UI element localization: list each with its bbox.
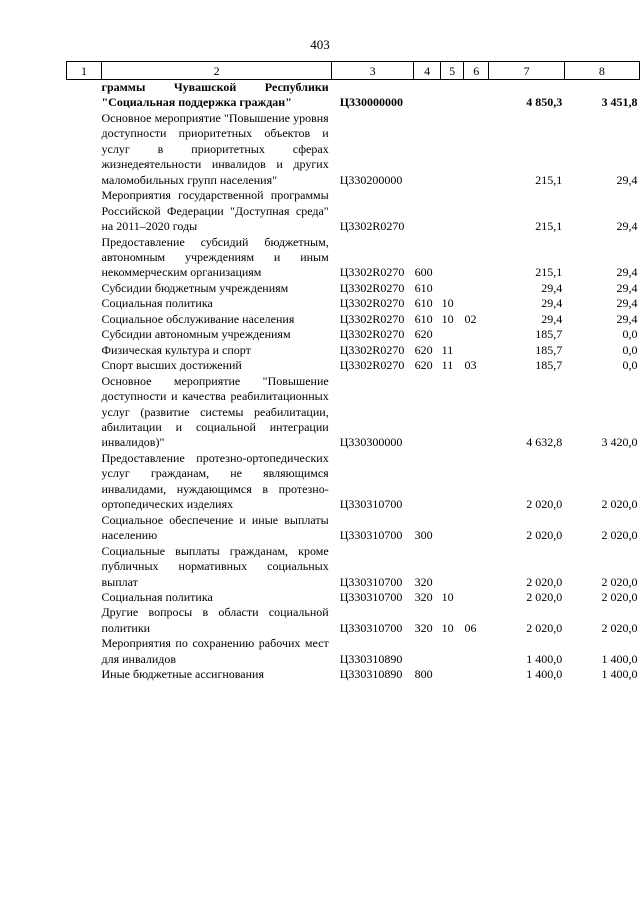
- row-amount-1: 185,7: [535, 342, 563, 357]
- row-section: [441, 636, 464, 667]
- row-section: [441, 111, 464, 188]
- row-section: [441, 513, 464, 544]
- row-amount-1: 1 400,0: [526, 651, 563, 666]
- row-subsection: [464, 188, 489, 234]
- row-code: Ц330310700: [339, 589, 403, 604]
- row-code: Ц3302R0270: [339, 219, 405, 234]
- row-amount-2: 29,4: [616, 265, 638, 280]
- row-name: Физическая культура и спорт: [101, 342, 251, 357]
- row-section: 10: [441, 620, 454, 635]
- row-name: Основное мероприятие "Повышение доступности и качества реабилитационных услуг (развитие системы реабилитации, абилитации и социальной интеграции инвалидов)": [101, 373, 329, 450]
- row-subsection: [464, 544, 489, 590]
- row-amount-1: 2 020,0: [526, 528, 563, 543]
- row-subsection: [464, 636, 489, 667]
- row-expense-type: 620: [414, 342, 433, 357]
- row-expense-type: 610: [414, 280, 433, 295]
- header-col-3: 3: [332, 62, 414, 80]
- row-name: Социальная политика: [101, 589, 213, 604]
- row-expense-type: 300: [414, 528, 433, 543]
- row-subsection: [464, 327, 489, 342]
- row-amount-2: 2 020,0: [601, 620, 638, 635]
- row-subsection: [464, 590, 489, 605]
- row-name: Социальное обеспечение и иные выплаты населению: [101, 512, 329, 543]
- row-expense-type: [414, 636, 441, 667]
- row-subsection: [464, 281, 489, 296]
- row-amount-2: 3 451,8: [601, 95, 638, 110]
- row-amount-2: 0,0: [622, 327, 638, 342]
- row-amount-2: 2 020,0: [601, 589, 638, 604]
- row-section: [441, 281, 464, 296]
- header-col-1: 1: [67, 62, 102, 80]
- row-section: [441, 327, 464, 342]
- row-subsection: [464, 343, 489, 358]
- row-section: [441, 451, 464, 513]
- table-row: [67, 343, 640, 358]
- row-subsection: 06: [464, 620, 477, 635]
- row-expense-type: 610: [414, 296, 433, 311]
- row-expense-type: [414, 374, 441, 451]
- row-subsection: [464, 667, 489, 682]
- row-name: граммы Чувашской Республики "Социальная поддержка граждан": [101, 80, 329, 110]
- row-name: Другие вопросы в области социальной политики: [101, 605, 329, 635]
- row-amount-1: 2 020,0: [526, 620, 563, 635]
- row-expense-type: 620: [414, 358, 433, 373]
- row-subsection: [464, 296, 489, 311]
- row-name: Социальное обслуживание населения: [101, 311, 295, 326]
- row-name: Социальная политика: [101, 296, 213, 311]
- row-amount-1: 1 400,0: [526, 667, 563, 682]
- row-amount-1: 29,4: [541, 296, 563, 311]
- row-amount-1: 2 020,0: [526, 574, 563, 589]
- row-subsection: 02: [464, 311, 477, 326]
- row-expense-type: [414, 451, 441, 513]
- row-amount-2: 2 020,0: [601, 528, 638, 543]
- row-subsection: [464, 513, 489, 544]
- table-row: [67, 80, 640, 111]
- table-row: [67, 358, 640, 373]
- row-name: Мероприятия государственной программы Российской Федерации "Доступная среда" на 2011–2020 годы: [101, 188, 329, 234]
- row-expense-type: 320: [414, 574, 433, 589]
- row-section: 10: [441, 296, 454, 311]
- row-code: Ц330310700: [339, 620, 403, 635]
- row-subsection: [464, 374, 489, 451]
- table-row: [67, 281, 640, 296]
- row-name: Спорт высших достижений: [101, 358, 242, 373]
- row-amount-2: 3 420,0: [601, 435, 638, 450]
- row-amount-1: 215,1: [535, 172, 563, 187]
- row-amount-1: 2 020,0: [526, 589, 563, 604]
- row-expense-type: [414, 111, 441, 188]
- row-expense-type: 600: [414, 265, 433, 280]
- header-col-7: 7: [489, 62, 564, 80]
- row-code: Ц330200000: [339, 172, 403, 187]
- row-amount-1: 4 632,8: [526, 435, 563, 450]
- table-row: [67, 636, 640, 667]
- row-code: Ц3302R0270: [339, 280, 405, 295]
- row-code: Ц3302R0270: [339, 265, 405, 280]
- row-amount-1: 185,7: [535, 327, 563, 342]
- row-section: [441, 374, 464, 451]
- row-section: 11: [441, 358, 454, 373]
- table-row: [67, 296, 640, 311]
- row-name: Субсидии бюджетным учреждениям: [101, 280, 289, 295]
- row-expense-type: 610: [414, 311, 433, 326]
- table-row: [67, 188, 640, 234]
- header-col-6: 6: [464, 62, 489, 80]
- row-amount-2: 29,4: [616, 219, 638, 234]
- row-name: Социальные выплаты гражданам, кроме публичных нормативных социальных выплат: [101, 543, 329, 589]
- row-expense-type: 620: [414, 327, 433, 342]
- row-code: Ц330310700: [339, 528, 403, 543]
- row-name: Предоставление протезно-ортопедических услуг гражданам, не являющимся инвалидами, нуждающимся в протезно-ортопедических изделиях: [101, 450, 329, 512]
- page-number: 403: [310, 37, 330, 52]
- row-amount-2: 29,4: [616, 280, 638, 295]
- row-code: Ц330000000: [339, 95, 404, 110]
- row-amount-1: 29,4: [541, 311, 563, 326]
- row-name: Предоставление субсидий бюджетным, автономным учреждениям и иным некоммерческим организациям: [101, 234, 329, 280]
- row-amount-1: 215,1: [535, 265, 563, 280]
- row-code: Ц330310700: [339, 497, 403, 512]
- row-name: Основное мероприятие "Повышение уровня доступности приоритетных объектов и услуг в приоритетных сферах жизнедеятельности инвалидов и других маломобильных групп населения": [101, 110, 329, 187]
- row-amount-1: 215,1: [535, 219, 563, 234]
- table-row: [67, 544, 640, 590]
- table-row: [67, 111, 640, 188]
- row-subsection: [464, 451, 489, 513]
- row-code: Ц3302R0270: [339, 311, 405, 326]
- row-amount-2: 2 020,0: [601, 497, 638, 512]
- table-row: [67, 312, 640, 327]
- table-row: [67, 667, 640, 682]
- row-subsection: 03: [464, 358, 477, 373]
- row-code: Ц330310890: [339, 651, 403, 666]
- row-code: Ц3302R0270: [339, 327, 405, 342]
- row-amount-1: 185,7: [535, 358, 563, 373]
- row-section: [441, 80, 464, 111]
- table-row: [67, 235, 640, 281]
- row-section: [441, 544, 464, 590]
- header-col-8: 8: [564, 62, 639, 80]
- row-name: Иные бюджетные ассигнования: [101, 667, 264, 682]
- row-expense-type: 320: [414, 620, 433, 635]
- row-amount-2: 29,4: [616, 296, 638, 311]
- row-amount-1: 2 020,0: [526, 497, 563, 512]
- row-subsection: [464, 80, 489, 111]
- row-amount-1: 4 850,3: [526, 95, 563, 110]
- row-expense-type: [414, 188, 441, 234]
- row-amount-2: 29,4: [616, 311, 638, 326]
- table-row: [67, 605, 640, 636]
- row-section: [441, 667, 464, 682]
- row-amount-2: 0,0: [622, 342, 638, 357]
- row-code: Ц3302R0270: [339, 296, 405, 311]
- table-body: [67, 80, 640, 683]
- row-code: Ц3302R0270: [339, 342, 405, 357]
- row-code: Ц330310700: [339, 574, 403, 589]
- row-expense-type: 800: [414, 667, 433, 682]
- row-code: Ц330310890: [339, 667, 403, 682]
- table-row: [67, 590, 640, 605]
- row-section: 11: [441, 342, 454, 357]
- row-amount-2: 2 020,0: [601, 574, 638, 589]
- row-section: [441, 235, 464, 281]
- row-subsection: [464, 111, 489, 188]
- budget-table: [66, 61, 640, 683]
- row-name: Мероприятия по сохранению рабочих мест для инвалидов: [101, 636, 329, 666]
- row-name: Субсидии автономным учреждениям: [101, 327, 291, 342]
- row-section: 10: [441, 589, 454, 604]
- table-row: [67, 327, 640, 342]
- row-expense-type: [414, 80, 441, 111]
- row-code: Ц3302R0270: [339, 358, 405, 373]
- table-row: [67, 451, 640, 513]
- row-code: Ц330300000: [339, 435, 403, 450]
- row-amount-1: 29,4: [541, 280, 563, 295]
- table-row: [67, 513, 640, 544]
- header-col-5: 5: [441, 62, 464, 80]
- row-amount-2: 0,0: [622, 358, 638, 373]
- row-section: [441, 188, 464, 234]
- header-col-2: 2: [102, 62, 332, 80]
- row-amount-2: 1 400,0: [601, 667, 638, 682]
- row-expense-type: 320: [414, 589, 433, 604]
- row-subsection: [464, 235, 489, 281]
- row-section: 10: [441, 311, 454, 326]
- row-amount-2: 29,4: [616, 172, 638, 187]
- header-row: [67, 62, 640, 80]
- header-col-4: 4: [414, 62, 441, 80]
- table-row: [67, 374, 640, 451]
- row-amount-2: 1 400,0: [601, 651, 638, 666]
